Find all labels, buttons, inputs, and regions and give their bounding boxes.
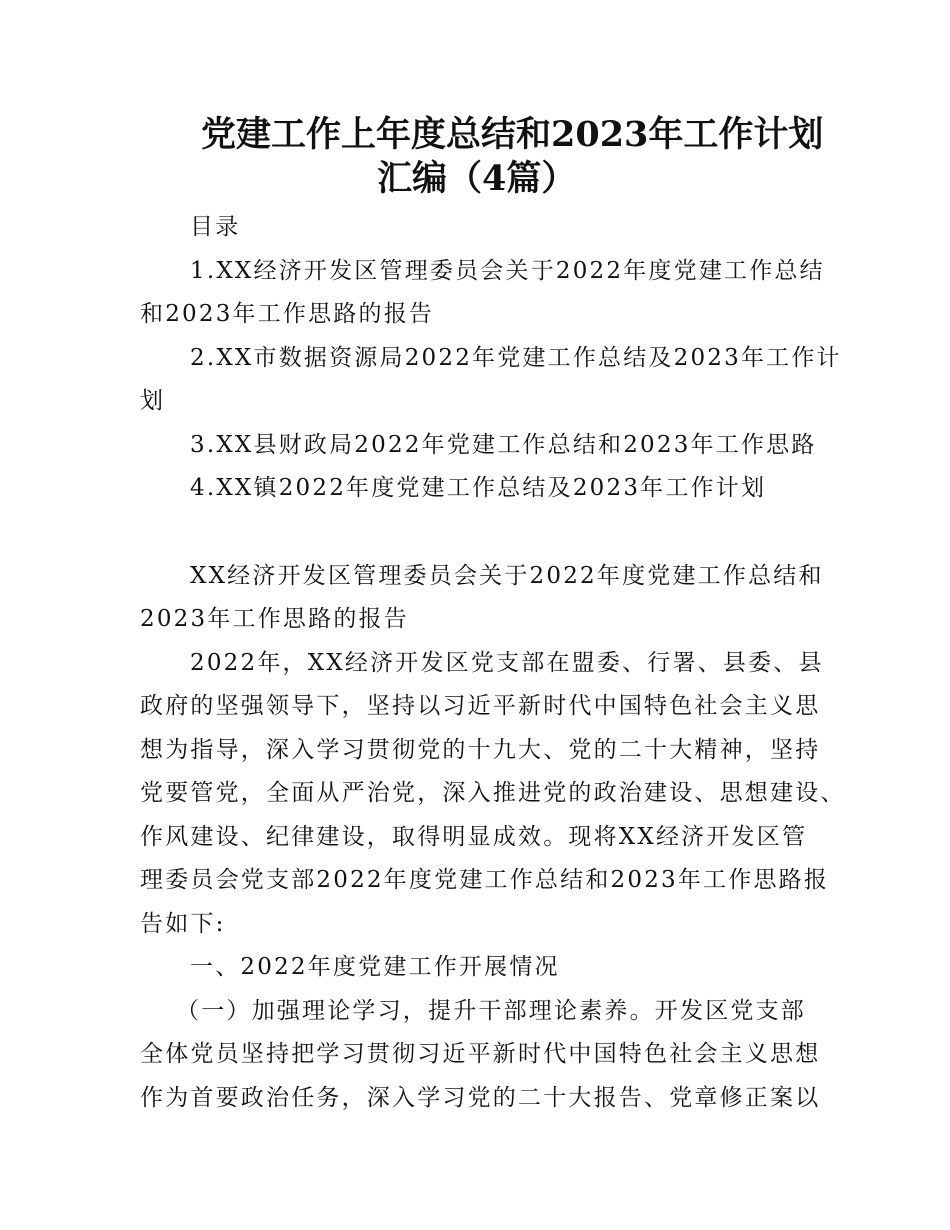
body-line: 想为指导，深入学习贯彻党的十九大、党的二十大精神，坚持 bbox=[140, 737, 821, 763]
toc-item-continuation: 和2023年工作思路的报告 bbox=[140, 301, 435, 327]
body-line: 政府的坚强领导下，坚持以习近平新时代中国特色社会主义思 bbox=[140, 693, 821, 719]
body-line: 2022年，XX经济开发区党支部在盟委、行署、县委、县 bbox=[190, 650, 824, 676]
body-line: 全体党员坚持把学习贯彻习近平新时代中国特色社会主义思想 bbox=[140, 1041, 821, 1067]
toc-item-continuation: 划 bbox=[140, 388, 166, 414]
toc-item: 1.XX经济开发区管理委员会关于2022年度党建工作总结 bbox=[190, 258, 825, 284]
toc-item: 3.XX县财政局2022年党建工作总结和2023年工作思路 bbox=[190, 432, 817, 458]
document-title-line-2: 汇编（4篇） bbox=[377, 158, 577, 199]
body-line: （一）加强理论学习，提升干部理论素养。开发区党支部 bbox=[176, 998, 806, 1024]
body-line: 作风建设、纪律建设，取得明显成效。现将XX经济开发区管 bbox=[140, 824, 808, 850]
body-line: 理委员会党支部2022年度党建工作总结和2023年工作思路报 bbox=[140, 867, 830, 893]
body-line: 党要管党，全面从严治党，深入推进党的政治建设、思想建设、 bbox=[140, 780, 846, 806]
section-title-line-2: 2023年工作思路的报告 bbox=[140, 606, 409, 632]
body-line: 告如下: bbox=[140, 911, 226, 937]
body-line: 作为首要政治任务，深入学习党的二十大报告、党章修正案以 bbox=[140, 1085, 821, 1111]
toc-heading: 目录 bbox=[190, 214, 241, 240]
section-title-line-1: XX经济开发区管理委员会关于2022年度党建工作总结和 bbox=[190, 563, 824, 589]
toc-item: 4.XX镇2022年度党建工作总结及2023年工作计划 bbox=[190, 475, 767, 501]
document-title-line-1: 党建工作上年度总结和2023年工作计划 bbox=[201, 114, 824, 155]
toc-item: 2.XX市数据资源局2022年党建工作总结及2023年工作计 bbox=[190, 345, 842, 371]
subsection-heading: 一、2022年度党建工作开展情况 bbox=[190, 954, 560, 980]
